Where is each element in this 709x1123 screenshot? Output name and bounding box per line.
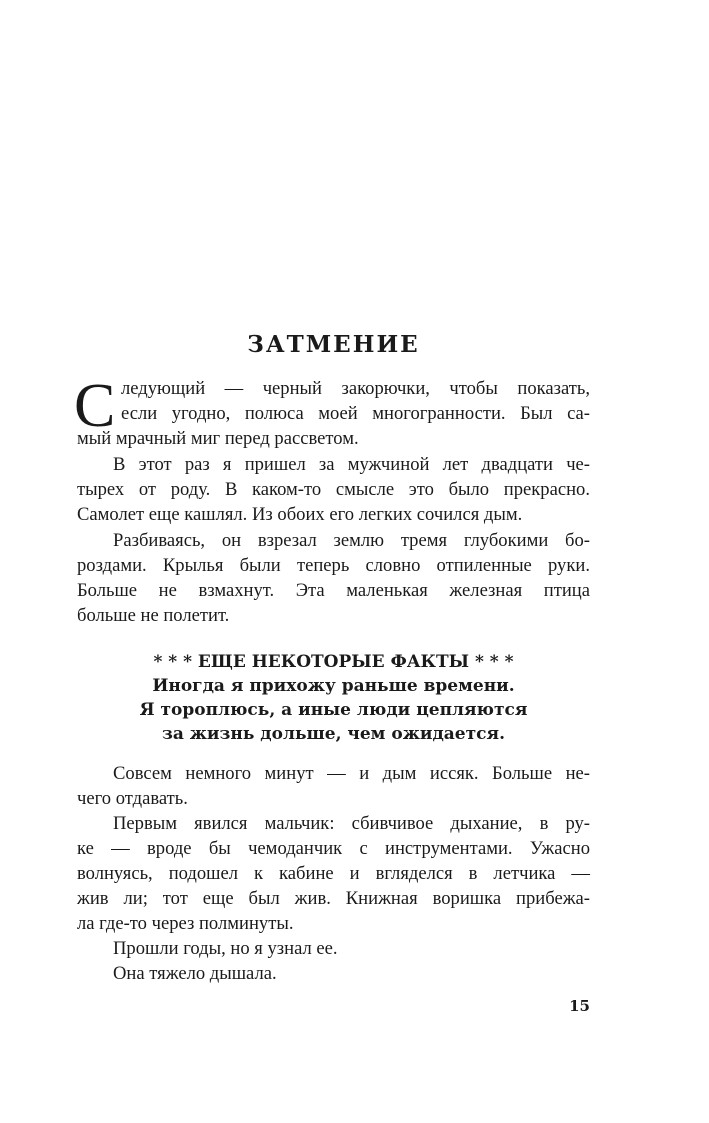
facts-line: Иногда я прихожу раньше времени. [152,676,515,696]
intro-paragraph-start [121,376,590,426]
text-line: ке — вроде бы чемоданчик с инструментами. Ужасно [77,838,590,859]
text-line: больше не полетит. [77,605,230,626]
text-line: если угодно, полюса моей многогранности. Был са- [121,403,590,424]
text-line: Разбиваясь, он взрезал землю тремя глубокими бо- [113,530,590,551]
facts-heading: * * * ЕЩЕ НЕКОТОРЫЕ ФАКТЫ * * * [153,652,514,672]
facts-line: за жизнь дольше, чем ожидается. [161,724,505,744]
page-number: 15 [569,997,590,1015]
text-line: роздами. Крылья были теперь словно отпиленные руки. [77,555,590,576]
drop-cap: С [74,372,116,440]
facts-line: Я тороплюсь, а иные люди цепляются [139,700,528,720]
intro-paragraph-end [77,426,590,451]
text-line: Прошли годы, но я узнал ее. [113,938,338,959]
paragraph [77,761,590,811]
paragraph [77,452,590,527]
paragraph [77,528,590,628]
text-line: мый мрачный миг перед рассветом. [77,428,359,449]
text-line: Больше не взмахнут. Эта маленькая железная птица [77,580,590,601]
text-line: чего отдавать. [77,788,188,809]
paragraph [77,961,590,986]
text-line: ла где-то через полминуты. [77,913,294,934]
text-line: ледующий — черный закорючки, чтобы показать, [121,378,590,399]
text-line: Самолет еще кашлял. Из обоих его легких сочился дым. [77,504,523,525]
text-line: тырех от роду. В каком-то смысле это было прекрасно. [77,479,590,500]
facts-block [77,650,590,746]
text-line: жив ли; тот еще был жив. Книжная воришка прибежа- [77,888,590,909]
text-line: волнуясь, подошел к кабине и вгляделся в летчика — [77,863,590,884]
text-line: Она тяжело дышала. [113,963,277,984]
paragraph [77,936,590,961]
paragraph [77,811,590,936]
chapter-title: ЗАТМЕНИЕ [247,331,420,358]
text-line: Первым явился мальчик: сбивчивое дыхание, в ру- [113,813,590,834]
text-line: Совсем немного минут — и дым иссяк. Больше не- [113,763,590,784]
text-line: В этот раз я пришел за мужчиной лет двадцати че- [113,454,590,475]
